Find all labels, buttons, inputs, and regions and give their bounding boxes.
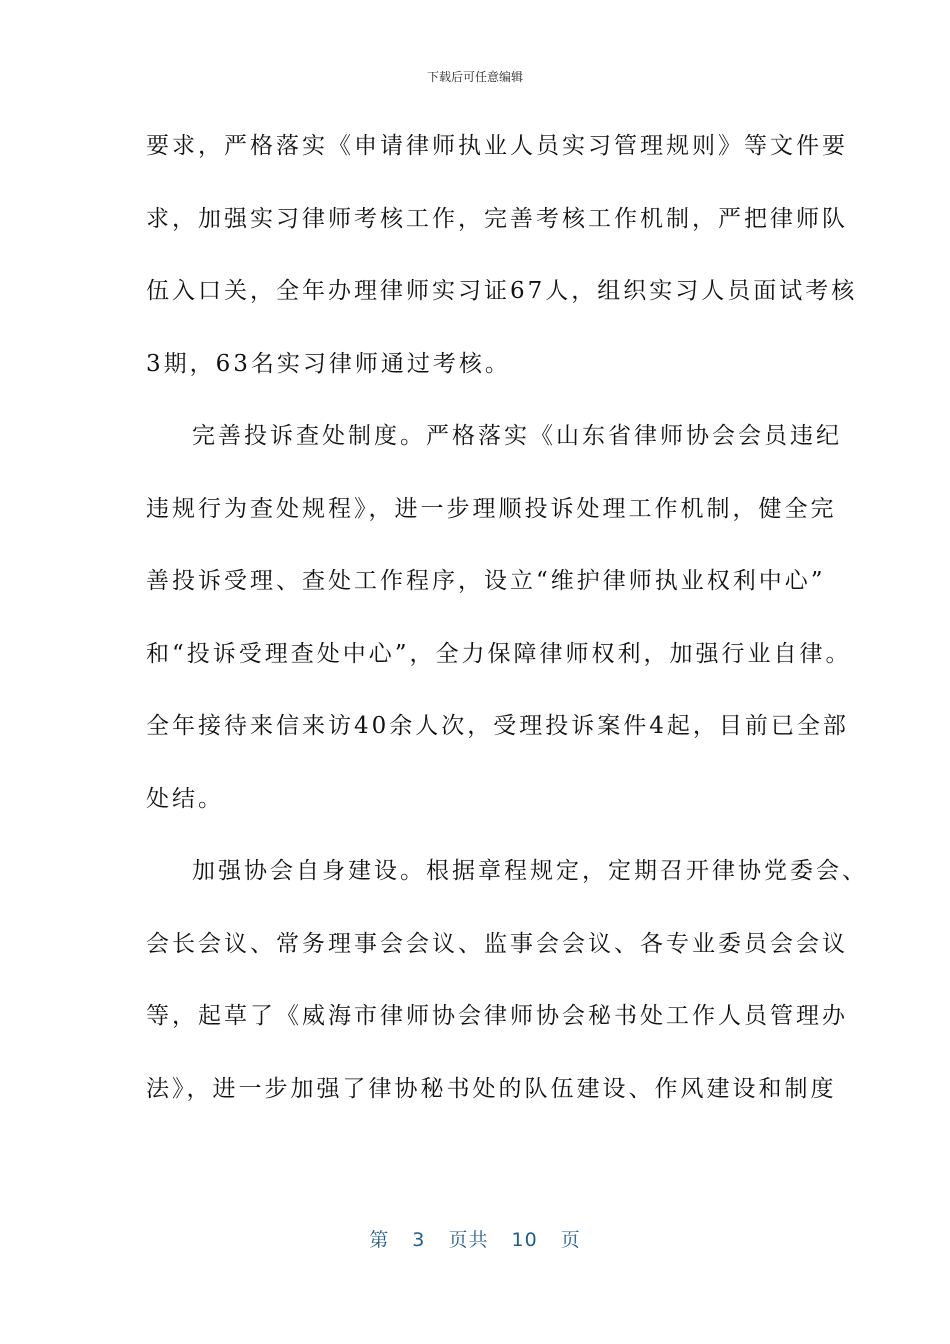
text-line: 求，加强实习律师考核工作，完善考核工作机制，严把律师队 xyxy=(146,205,848,232)
text-line: 等，起草了《威海市律师协会律师协会秘书处工作人员管理办 xyxy=(146,1003,848,1029)
paragraph-start-line: 加强协会自身建设。根据章程规定，定期召开律协党委会、 xyxy=(192,858,868,884)
text-line: 会长会议、常务理事会会议、监事会会议、各专业委员会会议 xyxy=(146,930,848,957)
total-pages-number: 10 xyxy=(511,1229,538,1251)
text-line: 伍入口关，全年办理律师实习证67人，组织实习人员面试考核 xyxy=(146,278,858,304)
header-note: 下载后可任意编辑 xyxy=(426,70,523,84)
paragraph-start-line: 完善投诉查处制度。严格落实《山东省律师协会会员违纪 xyxy=(192,423,842,449)
text-line: 要求，严格落实《申请律师执业人员实习管理规则》等文件要 xyxy=(146,133,848,159)
page-number-footer xyxy=(0,1225,950,1252)
page-label-prefix: 第 xyxy=(369,1229,390,1251)
text-line: 和“投诉受理查处中心”，全力保障律师权利，加强行业自律。 xyxy=(146,640,852,667)
page-label-mid: 页共 xyxy=(448,1229,489,1251)
text-line: 法》，进一步加强了律协秘书处的队伍建设、作风建设和制度 xyxy=(146,1075,837,1102)
body-text xyxy=(146,126,868,1141)
current-page-number: 3 xyxy=(412,1229,426,1251)
page-label-suffix: 页 xyxy=(560,1229,581,1251)
text-line: 全年接待来信来访40余人次，受理投诉案件4起，目前已全部 xyxy=(146,713,849,739)
text-line: 3期，63名实习律师通过考核。 xyxy=(146,350,511,377)
text-line: 处结。 xyxy=(146,785,224,812)
text-line: 违规行为查处规程》，进一步理顺投诉处理工作机制，健全完 xyxy=(146,495,837,522)
text-line: 善投诉受理、查处工作程序，设立“维护律师执业权利中心” xyxy=(146,568,826,594)
